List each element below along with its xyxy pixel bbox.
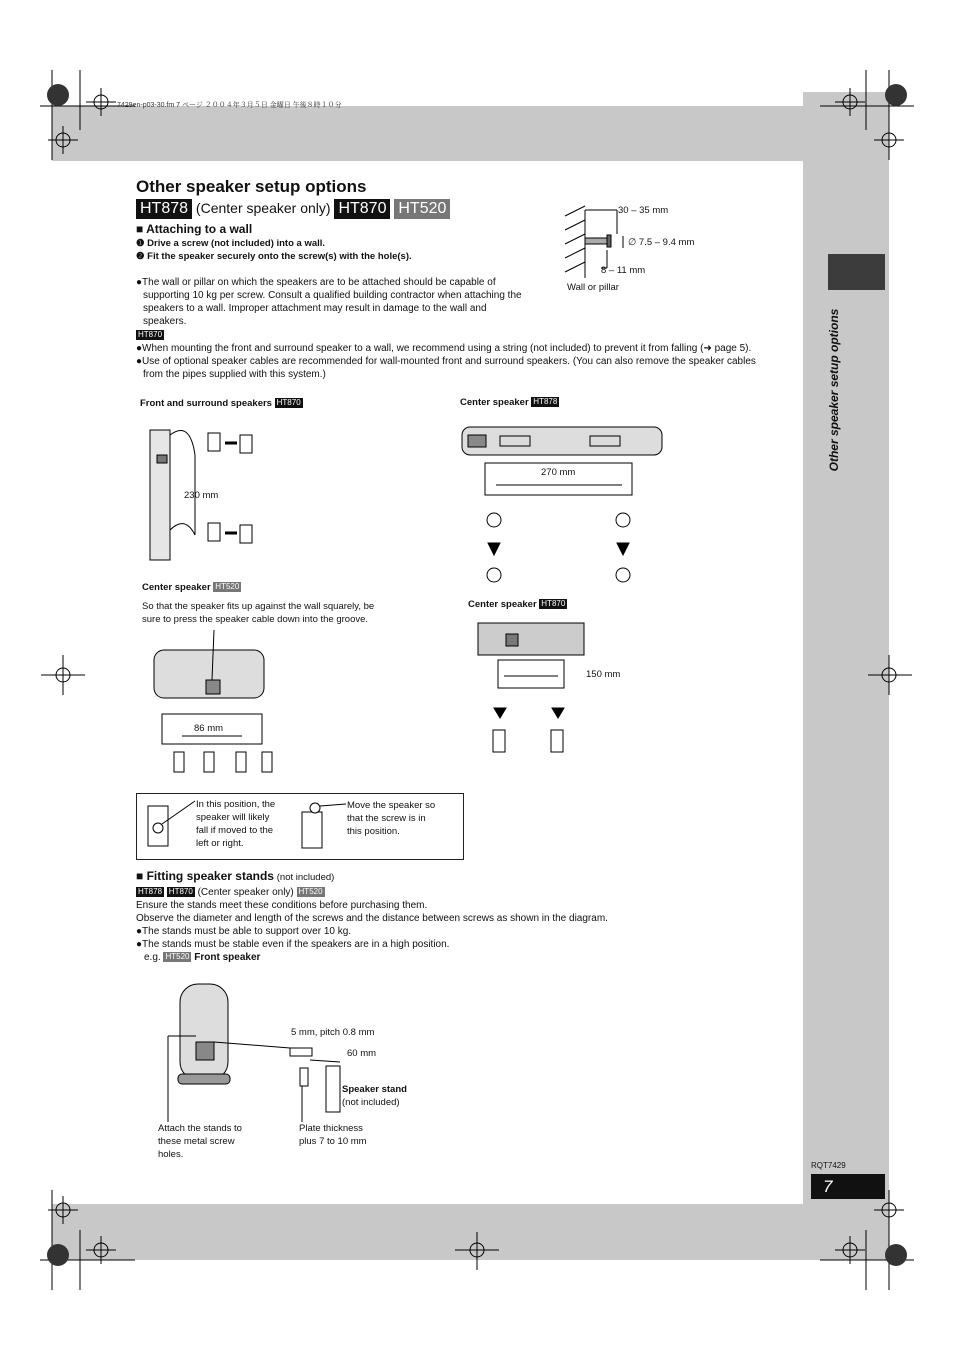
stands-heading: ■ Fitting speaker stands (not included) bbox=[136, 869, 335, 883]
side-section-title: Other speaker setup options bbox=[827, 308, 841, 472]
wall-step-2: ❷ Fit the speaker securely onto the screw(s) with the hole(s). bbox=[136, 251, 412, 262]
center-only-note: (Center speaker only) bbox=[195, 200, 331, 216]
center-ht878-drawing bbox=[460, 425, 670, 595]
front-surround-label: Front and surround speakers HT870 bbox=[140, 398, 301, 409]
stand-holes-caption: Attach the stands to these metal screw holes. bbox=[158, 1123, 242, 1160]
stands-example: e.g. HT520 Front speaker bbox=[144, 952, 261, 963]
stands-models: HT878 HT870 (Center speaker only) HT520 bbox=[138, 887, 323, 898]
front-dim: 230 mm bbox=[184, 490, 219, 501]
wall-step-1: ❶ Drive a screw (not included) into a wall. bbox=[136, 238, 326, 249]
center-ht520-dim: 86 mm bbox=[194, 723, 224, 734]
stand-dim-60: 60 mm bbox=[347, 1048, 377, 1059]
document-code: RQT7429 bbox=[811, 1161, 846, 1170]
stands-line-2: Observe the diameter and length of the screws and the distance between screws as shown in the diagram. bbox=[136, 913, 608, 924]
file-header-line: 7429en-p03-30.fm 7 ページ ２００４年３月５日 金曜日 午後８時１０分 bbox=[117, 102, 342, 109]
center-ht870-label: Center speaker HT870 bbox=[468, 599, 566, 610]
stand-dim-pitch: 5 mm, pitch 0.8 mm bbox=[291, 1027, 375, 1038]
ht870-badge-wall: HT870 bbox=[138, 330, 163, 340]
stand-plate-caption: Plate thickness plus 7 to 10 mm bbox=[299, 1123, 367, 1147]
center-ht520-label: Center speaker HT520 bbox=[142, 582, 240, 593]
model-badge-ht520: HT520 bbox=[394, 199, 450, 219]
screw-dim-length: 30 – 35 mm bbox=[618, 205, 669, 216]
model-line bbox=[136, 198, 450, 219]
stand-label-note: (not included) bbox=[342, 1097, 400, 1108]
center-ht878-dim: 270 mm bbox=[541, 467, 576, 478]
model-badge-ht870: HT870 bbox=[334, 199, 390, 219]
center-ht520-note: So that the speaker fits up against the wall squarely, be sure to press the speaker cable down into the groove. bbox=[142, 601, 375, 625]
wall-bullet-1: ●The wall or pillar on which the speakers are to be attached should be capable of supporting 10 kg per screw. Consult a qualified building contractor when attaching the speakers to a wall. Improper attachment may result in damage to the wall and speakers. bbox=[136, 277, 522, 327]
center-ht870-dim: 150 mm bbox=[586, 669, 621, 680]
screw-dim-protrusion: 8 – 11 mm bbox=[601, 265, 646, 276]
stands-line-1: Ensure the stands meet these conditions before purchasing them. bbox=[136, 900, 428, 911]
caution-left-text: In this position, the speaker will likely fall if moved to the left or right. bbox=[196, 799, 276, 849]
wall-bullet-2: ●When mounting the front and surround speaker to a wall, we recommend using a string (not included) to prevent it from falling (➜ page 5). bbox=[136, 343, 752, 354]
center-ht870-drawing bbox=[476, 620, 596, 760]
center-ht520-drawing bbox=[152, 630, 292, 780]
wall-heading: ■ Attaching to a wall bbox=[136, 222, 253, 236]
wall-bullet-3: ●Use of optional speaker cables are recommended for wall-mounted front and surround speakers. (You can also remove the speaker cables from the pipes supplied with this system.) bbox=[136, 356, 756, 380]
page-title: Other speaker setup options bbox=[136, 177, 367, 196]
stand-label: Speaker stand bbox=[342, 1084, 407, 1095]
stand-drawing bbox=[160, 980, 360, 1130]
screw-wall-label: Wall or pillar bbox=[567, 282, 619, 293]
stands-bullet-1: ●The stands must be able to support over 10 kg. bbox=[136, 926, 352, 937]
caution-right-text: Move the speaker so that the screw is in this position. bbox=[347, 800, 436, 837]
model-badge-ht878: HT878 bbox=[136, 199, 192, 219]
center-ht878-label: Center speaker HT878 bbox=[460, 397, 558, 408]
page-number: 7 bbox=[811, 1174, 885, 1199]
screw-dim-diameter: ∅ 7.5 – 9.4 mm bbox=[628, 237, 695, 248]
stands-bullet-2: ●The stands must be stable even if the speakers are in a high position. bbox=[136, 939, 450, 950]
